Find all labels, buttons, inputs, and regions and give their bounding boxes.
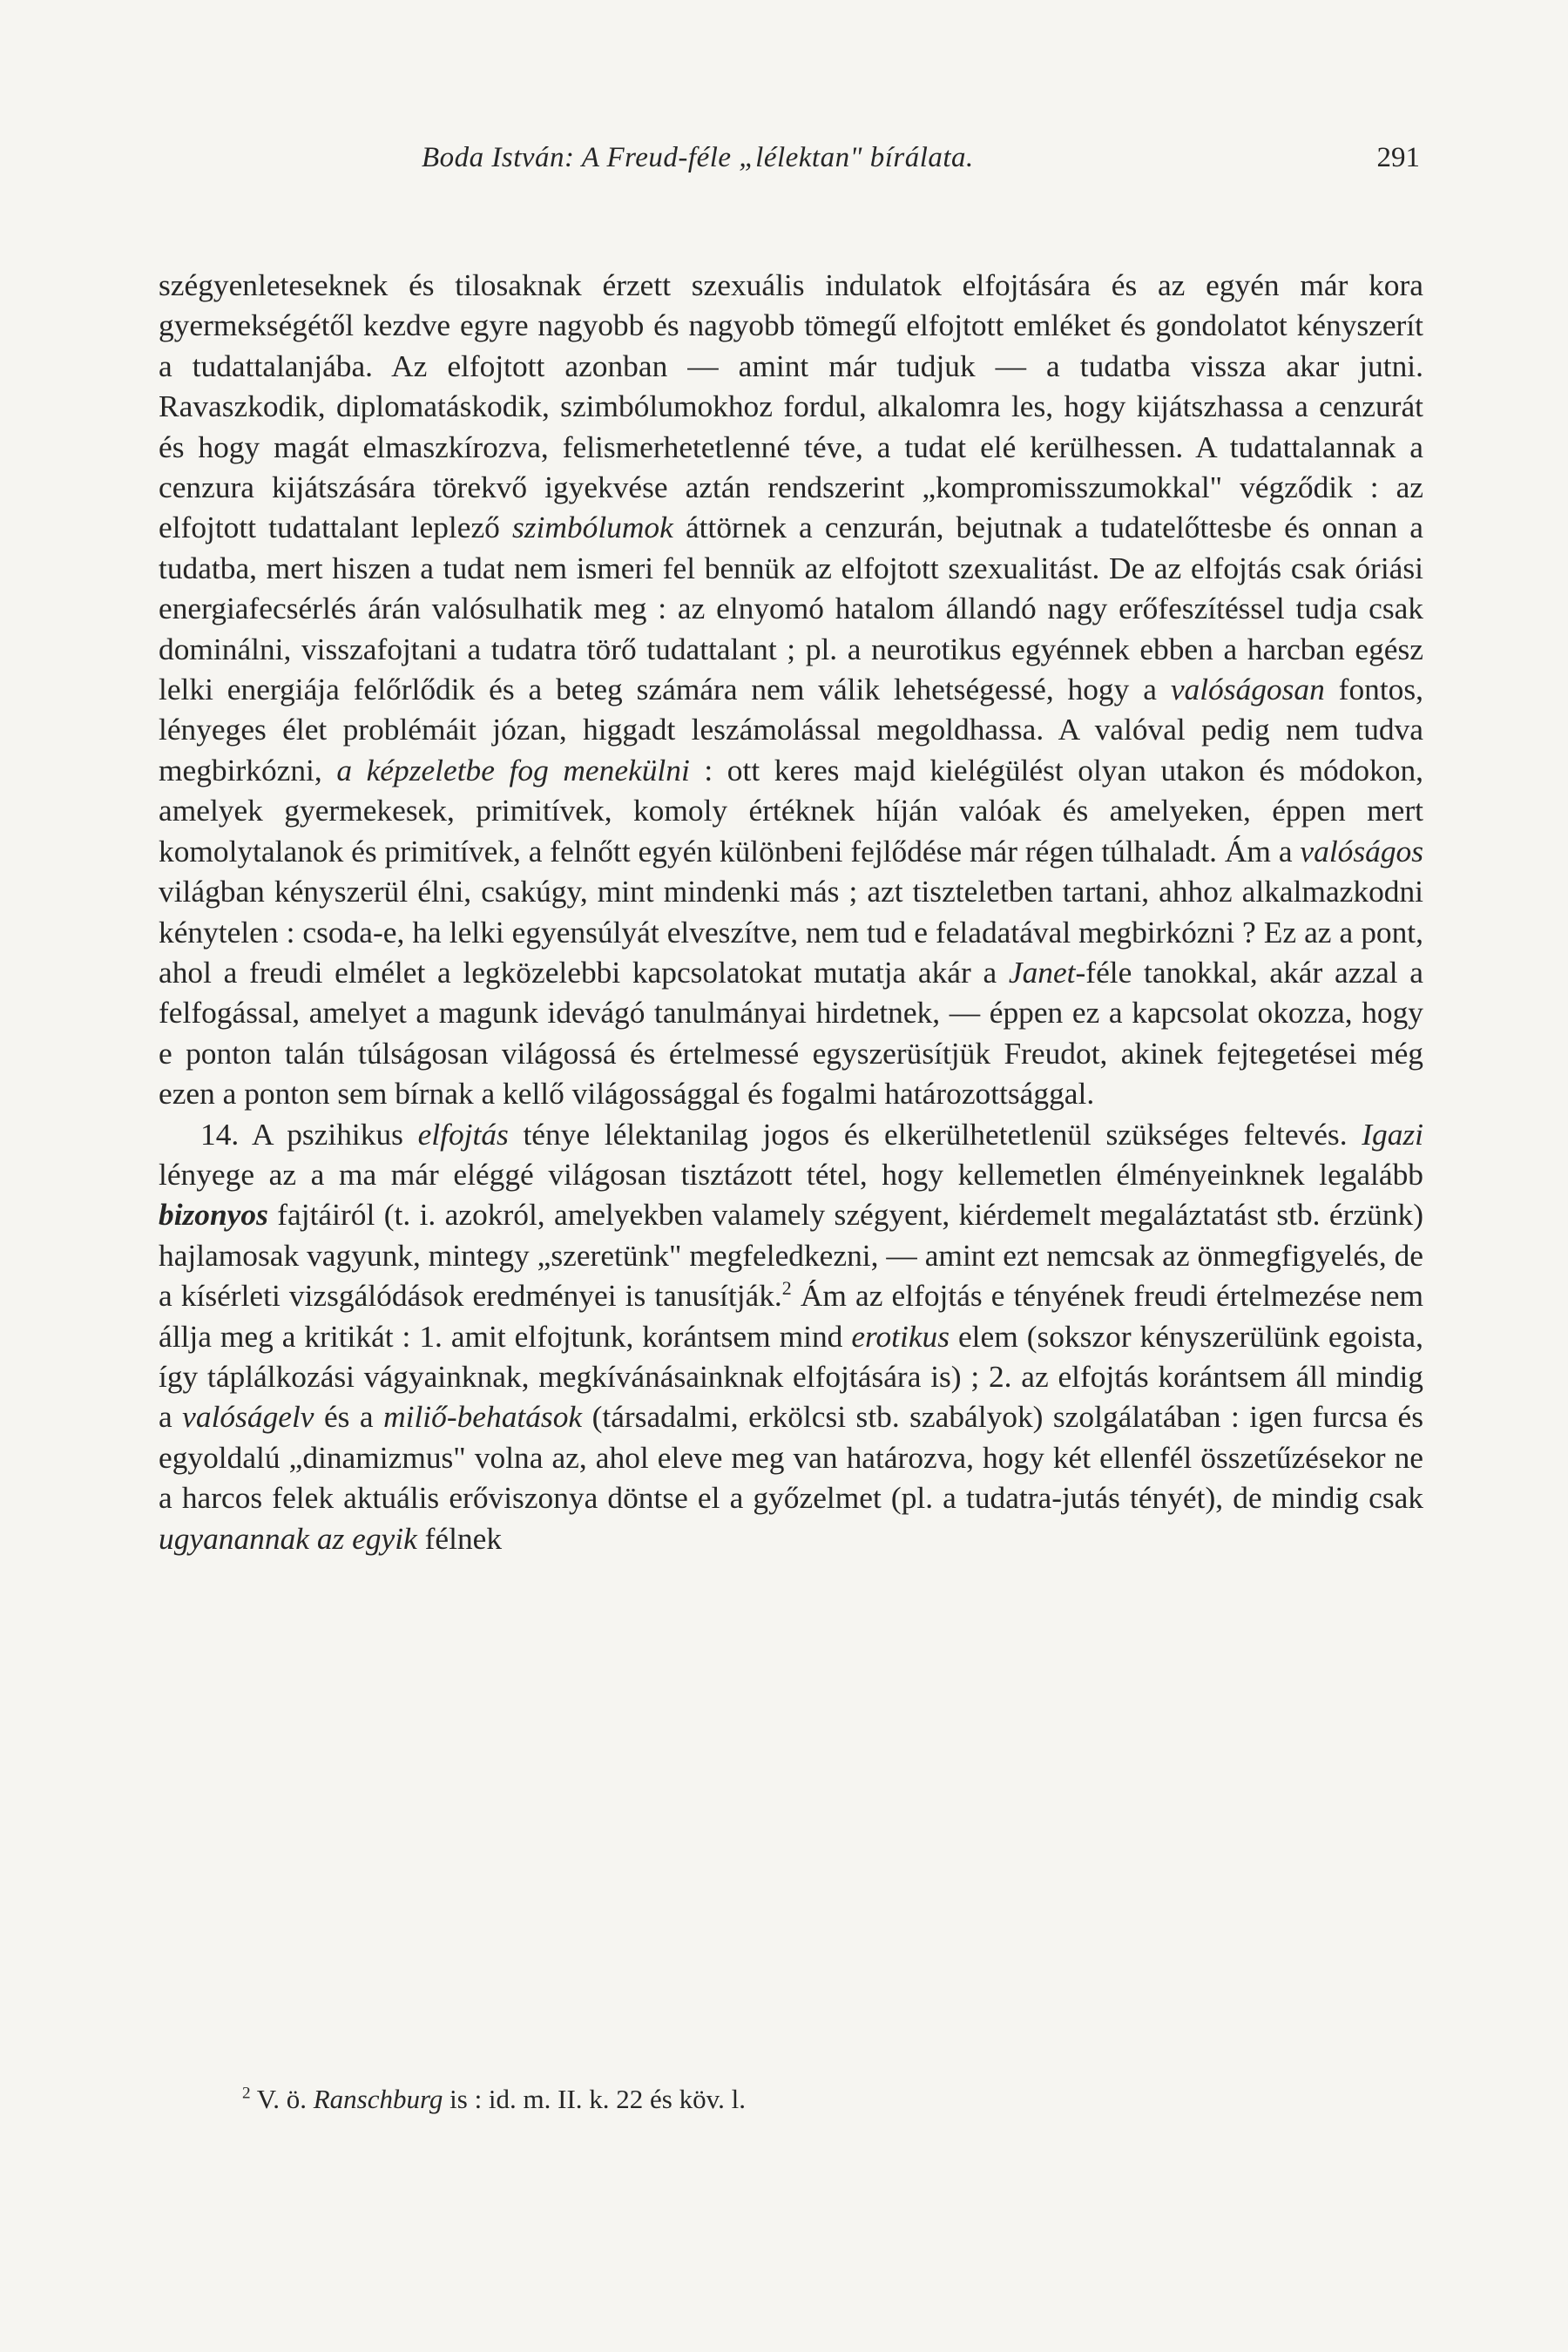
text-run: -féle tanokkal, akár azzal a felfogással, amelyet a magunk idevágó tanulmányai hirdetnek, — éppen ez a kapcsolat okozza, hogy e ponton talán túlságosan világossá és értelmessé egyszerüsítjük Freudot, akinek fejtegetései még ezen a ponton sem bírnak a kellő világossággal és fogalmi határozottsággal. [159, 954, 1423, 1112]
italic-term: erotikus [851, 1318, 950, 1354]
page-header [160, 136, 1436, 179]
italic-term: Igazi [1362, 1116, 1424, 1152]
italic-term: ugyanannak az egyik [159, 1520, 417, 1556]
italic-term: valóságosan [1170, 672, 1325, 707]
footnote [242, 2080, 1427, 2119]
paragraph-continued [159, 265, 1423, 1114]
text-run: Ám az elfojtás e tényének freudi értelmezése nem állja meg a kritikát : 1. amit elfojtunk, korántsem mind [159, 1278, 1423, 1354]
text-run: világban kényszerül élni, csakúgy, mint mindenki más ; azt tiszteletben tartani, ahhoz alkalmazkodni kénytelen : csoda-e, ha lelki egyensúlyát elveszítve, nem tud e feladatával megbirkózni ? Ez az a pont, ahol a freudi elmélet a legközelebbi kapcsolatokat mutatja akár a [159, 874, 1423, 990]
italic-name: Janet [1008, 954, 1076, 990]
text-run: 14. A pszihikus [200, 1116, 418, 1152]
footnote-text: V. ö. [250, 2084, 314, 2114]
footnote-mark: 2 [242, 2084, 251, 2103]
italic-term: valóságos [1300, 833, 1423, 868]
italic-term: szimbólumok [512, 510, 673, 545]
text-run: ténye lélektanilag jogos és elkerülhetetlenül szükséges feltevés. [508, 1116, 1362, 1152]
text-run: és a [314, 1399, 384, 1435]
italic-term: elfojtás [417, 1116, 509, 1152]
footnote-author: Ranschburg [313, 2084, 443, 2114]
footnote-reference[interactable]: 2 [781, 1277, 792, 1300]
text-run: elem (sokszor kényszerülünk egoista, így táplálkozási vágyainknak, megkívánásainknak elfojtására is) ; 2. az elfojtás korántsem áll mindig a [159, 1318, 1423, 1435]
italic-term: a képzeletbe fog menekülni [336, 752, 690, 787]
text-run: lényege az a ma már eléggé világosan tisztázott tétel, hogy kellemetlen élményeinknek legalább [159, 1156, 1423, 1192]
text-run: félnek [416, 1520, 503, 1556]
italic-term: miliő-behatások [383, 1399, 583, 1435]
text-run: : ott keres majd kielégülést olyan utakon és módokon, amelyek gyermekesek, primitívek, komoly értéknek híján valóak és amelyeken, éppen mert komolytalanok és primitívek, a felnőtt egyén különbeni fejlődése már régen túlhaladt. Ám a [159, 752, 1423, 868]
text-run: (társadalmi, erkölcsi stb. szabályok) szolgálatában : igen furcsa és egyoldalú „dinamizmus" volna az, ahol eleve meg van határozva, hogy két ellenfél összetűzésekor ne a harcos felek aktuális erőviszonya döntse el a győzelmet (pl. a tudatra-jutás tényét), de mindig csak [159, 1399, 1424, 1516]
body-text [159, 265, 1423, 1558]
italic-term: valóságelv [182, 1399, 314, 1435]
running-title: Boda István: A Freud-féle „lélektan" bírálata. [422, 142, 974, 173]
footnote-text: is : id. m. II. k. 22 és köv. l. [443, 2084, 746, 2114]
text-run: fontos, lényeges élet problémáit józan, higgadt leszámolással megoldhassa. A valóval pedig nem tudva megbirkózni, [159, 672, 1423, 787]
text-run: fajtáiról (t. i. azokról, amelyekben valamely szégyent, kiérdemelt megaláztatást stb. érzünk) hajlamosak vagyunk, mintegy „szeretünk" megfeledkezni, — amint ezt nemcsak az önmegfigyelés, de a kísérleti vizsgálódások eredményei is tanusítják. [159, 1197, 1423, 1314]
text-run: szégyenleteseknek és tilosaknak érzett szexuális indulatok elfojtására és az egyén már kora gyermekségétől kezdve egyre nagyobb és nagyobb tömegű elfojtott emléket és gondolatot kényszerít a tudattalanjába. Az elfojtott azonban — amint már tudjuk — a tudatba vissza akar jutni. Ravaszkodik, diplomatáskodik, szimbólumokhoz fordul, alkalomra les, hogy kijátszhassa a cenzurát és hogy magát elmaszkírozva, felismerhetetlenné téve, a tudat elé kerülhessen. A tudattalannak a cenzura kijátszására törekvő igyekvése aztán rendszerint „kompromisszumokkal" végződik : az elfojtott tudattalant leplező [159, 267, 1423, 545]
text-run: áttörnek a cenzurán, bejutnak a tudatelőttesbe és onnan a tudatba, mert hiszen a tudat nem ismeri fel bennük az elfojtott szexualitást. De az elfojtás csak óriási energiafecsérlés árán valósulhatik meg : az elnyomó hatalom állandó nagy erőfeszítéssel tudja csak dominálni, visszafojtani a tudatra törő tudattalant ; pl. a neurotikus egyénnek ebben a harcban egész lelki energiája felőrlődik és a beteg számára nem válik lehetségessé, hogy a [159, 510, 1423, 707]
page-number: 291 [1376, 142, 1420, 173]
paragraph-section-14 [159, 1114, 1423, 1558]
bold-italic-term: bizonyos [159, 1197, 268, 1233]
